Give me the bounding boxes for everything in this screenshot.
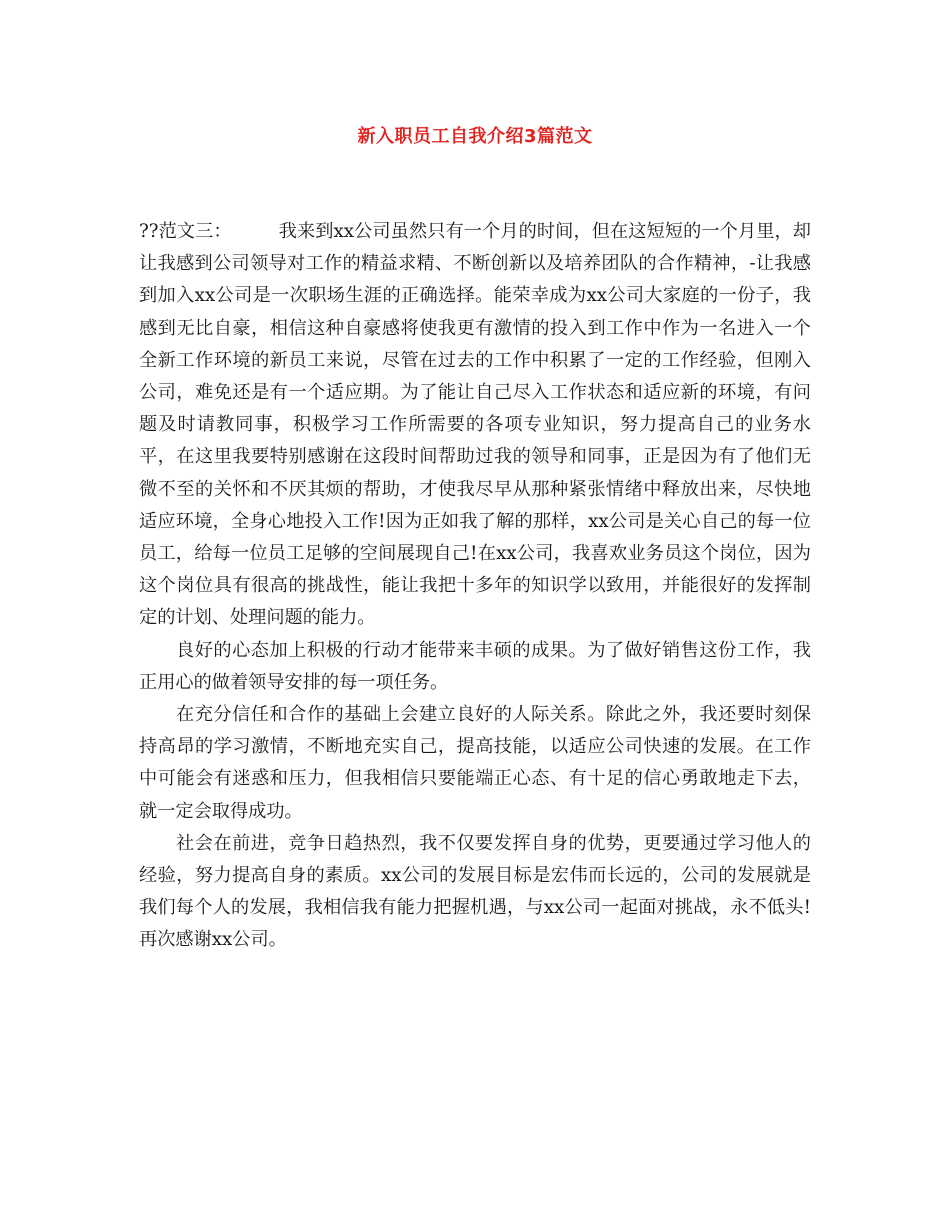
document-body: [139, 216, 811, 957]
paragraph-2: 良好的心态加上积极的行动才能带来丰硕的成果。为了做好销售这份工作，我正用心的做着领导安排的每一项任务。: [139, 639, 811, 693]
document-title: 新入职员工自我介绍3篇范文: [357, 126, 593, 147]
paragraph-1: ??范文三： 我来到xx公司虽然只有一个月的时间，但在这短短的一个月里，却让我感到公司领导对工作的精益求精、不断创新以及培养团队的合作精神，-让我感到加入xx公司是一次职场生涯的正确选择。能荣幸成为xx公司大家庭的一份子，我感到无比自豪，相信这种自豪感将使我更有激情的投入到工作中作为一名进入一个全新工作环境的新员工来说，尽管在过去的工作中积累了一定的工作经验，但刚入公司，难免还是有一个适应期。为了能让自己尽入工作状态和适应新的环境，有问题及时请教同事，积极学习工作所需要的各项专业知识，努力提高自己的业务水平，在这里我要特别感谢在这段时间帮助过我的领导和同事，正是因为有了他们无微不至的关怀和不厌其烦的帮助，才使我尽早从那种紧张情绪中释放出来，尽快地适应环境，全身心地投入工作!因为正如我了解的那样，xx公司是关心自己的每一位员工，给每一位员工足够的空间展现自己!在xx公司，我喜欢业务员这个岗位，因为这个岗位具有很高的挑战性，能让我把十多年的知识学以致用，并能很好的发挥制定的计划、处理问题的能力。: [139, 221, 811, 629]
paragraph-3: 在充分信任和合作的基础上会建立良好的人际关系。除此之外，我还要时刻保持高昂的学习激情，不断地充实自己，提高技能，以适应公司快速的发展。在工作中可能会有迷惑和压力，但我相信只要能端正心态、有十足的信心勇敢地走下去，就一定会取得成功。: [139, 704, 811, 822]
paragraph-4: 社会在前进，竞争日趋热烈，我不仅要发挥自身的优势，更要通过学习他人的经验，努力提高自身的素质。xx公司的发展目标是宏伟而长远的，公司的发展就是我们每个人的发展，我相信我有能力把握机遇，与xx公司一起面对挑战，永不低头!再次感谢xx公司。: [139, 832, 811, 951]
